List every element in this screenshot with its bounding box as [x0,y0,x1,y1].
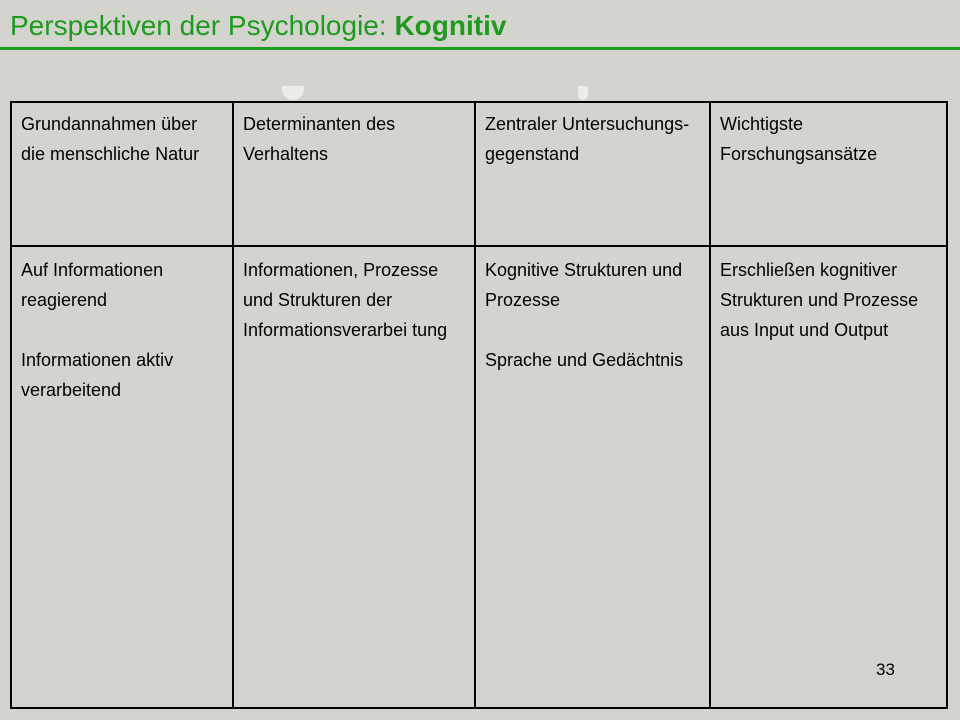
cell-paragraph: Informationen aktiv verarbeitend [21,350,174,400]
table-header-row [11,102,947,246]
cell-paragraph: Auf Informationen reagierend [21,260,164,310]
slide-title-prefix: Perspektiven der Psychologie: [10,10,395,41]
body-cell-untersuchungsgegenstand [475,246,710,708]
header-cell-untersuchungsgegenstand: Zentraler Untersuchungs-gegenstand [475,102,710,246]
header-cell-grundannahmen: Grundannahmen über die menschliche Natur [11,102,233,246]
body-cell-grundannahmen [11,246,233,708]
page-number: 33 [876,660,895,679]
ghost-letter-fragment [282,86,304,100]
perspective-table [10,101,948,709]
slide-title [10,8,506,44]
body-cell-forschungsansaetze [710,246,947,708]
cell-paragraph: Sprache und Gedächtnis [485,350,684,370]
table-row [11,246,947,708]
slide-title-accent: Kognitiv [394,10,507,41]
cell-paragraph: Erschließen kognitiver Strukturen und Prozesse aus Input und Output [720,260,919,340]
body-cell-determinanten [233,246,475,708]
header-cell-forschungsansaetze: Wichtigste Forschungsansätze [710,102,947,246]
cell-paragraph: Informationen, Prozesse und Strukturen der Informationsverarbei tung [243,260,448,340]
ghost-letter-fragment [578,86,588,100]
title-underline [0,47,960,50]
header-cell-determinanten: Determinanten des Verhaltens [233,102,475,246]
cell-paragraph: Kognitive Strukturen und Prozesse [485,260,683,310]
